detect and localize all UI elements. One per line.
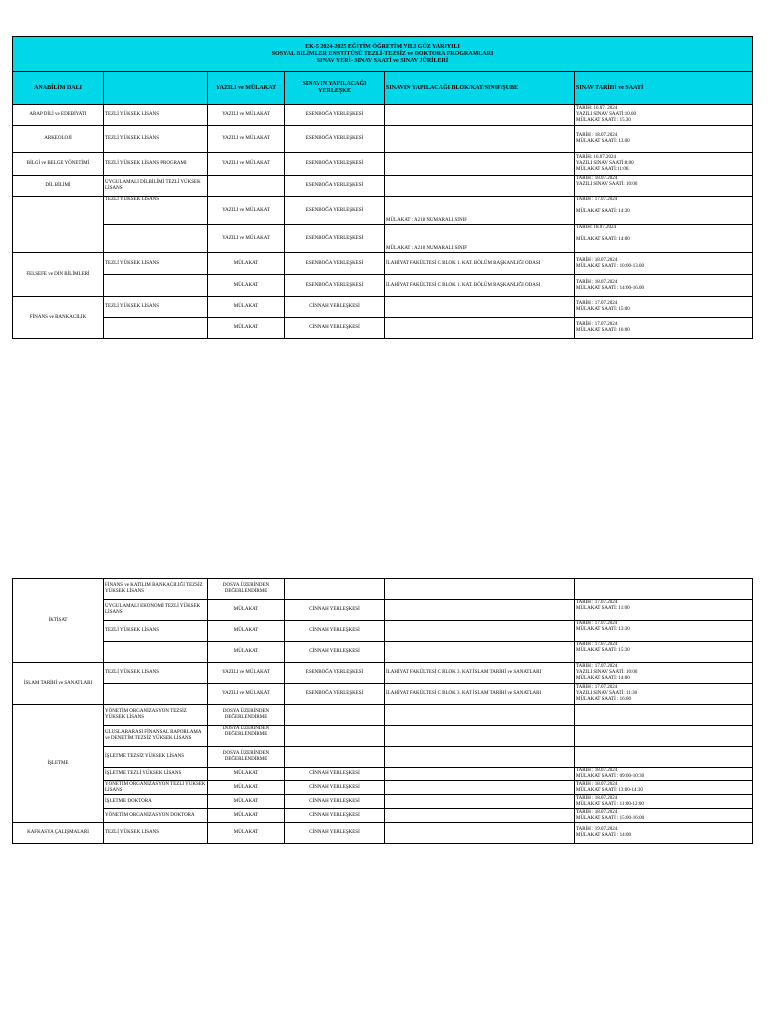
date-text: TARİH: 16.07. 2024 bbox=[576, 106, 618, 111]
table-row bbox=[13, 663, 753, 684]
date-text: TARİH : 18.07.2024 bbox=[576, 133, 618, 138]
datetime-cell bbox=[575, 197, 753, 225]
program-cell: TEZLİ YÜKSEK LİSANS PROGRAMI bbox=[104, 153, 208, 176]
time-text: YAZILI SINAV SAATİ: 11:30 bbox=[576, 691, 638, 696]
room-cell: İLAHİYAT FAKÜLTESİ C BLOK 3. KAT İSLAM TARİHİ ve SANATLARI bbox=[385, 663, 575, 684]
campus-cell: CİNNAH YERLEŞKESİ bbox=[285, 642, 385, 663]
room-cell bbox=[385, 176, 575, 197]
time-text: MÜLAKAT SAATİ:11:00. bbox=[576, 167, 630, 172]
time-text: YAZILI SINAV SAATİ:10.00 bbox=[576, 112, 636, 117]
campus-cell: ESENBOĞA YERLEŞKESİ bbox=[285, 126, 385, 153]
campus-cell bbox=[285, 705, 385, 726]
header-type: YAZILI ve MÜLAKAT bbox=[208, 72, 285, 105]
date-text: TARİH : 17.07.2024 bbox=[576, 322, 618, 327]
type-cell: MÜLAKAT bbox=[208, 297, 285, 318]
campus-cell: CİNNAH YERLEŞKESİ bbox=[285, 297, 385, 318]
program-cell: TEZLİ YÜKSEK LİSANS bbox=[104, 297, 208, 318]
dept-cell: İKTİSAT bbox=[13, 579, 104, 663]
table-row bbox=[13, 823, 753, 844]
date-text: TARİH : 19.07.2024 bbox=[576, 827, 618, 832]
type-cell: DOSYA ÜZERİNDEN DEĞERLENDİRME bbox=[208, 705, 285, 726]
dept-cell: FİNANS ve BANKACILIK bbox=[13, 297, 104, 339]
header-row bbox=[13, 72, 753, 105]
time-text: MÜLAKAT SAATİ : 14:00-16.00 bbox=[576, 285, 644, 291]
campus-cell: ESENBOĞA YERLEŞKESİ bbox=[285, 105, 385, 126]
table-row bbox=[13, 768, 753, 781]
date-text: TARİH : 17.07.2024 bbox=[576, 301, 618, 306]
program-cell: TEZLİ YÜKSEK LİSANS bbox=[104, 823, 208, 844]
datetime-cell bbox=[575, 642, 753, 663]
date-text: TARİH : 17.07.2024 bbox=[576, 621, 618, 626]
time-text: MÜLAKAT SAATİ: 14:00 bbox=[576, 237, 630, 242]
type-cell: MÜLAKAT bbox=[208, 275, 285, 297]
type-cell: MÜLAKAT bbox=[208, 318, 285, 339]
datetime-cell bbox=[575, 747, 753, 768]
header-room: SINAVIN YAPILACAĞI BLOK/KAT/SINIF/ŞUBE bbox=[385, 72, 575, 105]
type-cell: YAZILI ve MÜLAKAT bbox=[208, 105, 285, 126]
type-cell: YAZILI ve MÜLAKAT bbox=[208, 225, 285, 253]
datetime-cell bbox=[575, 663, 753, 684]
room-cell bbox=[385, 579, 575, 600]
table-row bbox=[13, 726, 753, 747]
datetime-cell bbox=[575, 726, 753, 747]
time-text: MÜLAKAT SAATİ : 10:00-13.00 bbox=[576, 263, 644, 269]
table-row bbox=[13, 705, 753, 726]
title-line-1: EK-5 2024-2025 EĞİTİM ÖĞRETİM YILI GÜZ YARIYILI bbox=[305, 43, 460, 50]
type-cell: MÜLAKAT bbox=[208, 768, 285, 781]
program-cell: TEZLİ YÜKSEK LİSANS bbox=[104, 253, 208, 275]
time-text: MÜLAKAT SAATİ: 15:30 bbox=[576, 648, 630, 653]
campus-cell: CİNNAH YERLEŞKESİ bbox=[285, 600, 385, 621]
header-datetime: SINAV TARİHİ ve SAATİ bbox=[575, 72, 753, 105]
time-text: MÜLAKAT SAATİ : 16:00 bbox=[576, 697, 632, 702]
program-cell: ULUSLARARASI FİNANSAL RAPORLAMA ve DENETİM TEZSİZ YÜKSEK LİSANS bbox=[104, 726, 208, 747]
date-text: TARİH : 17.07.2024 bbox=[576, 197, 618, 202]
dept-cell: BİLGİ ve BELGE YÖNETİMİ bbox=[13, 153, 104, 176]
datetime-cell bbox=[575, 600, 753, 621]
room-cell bbox=[385, 795, 575, 809]
header-campus: SINAVIN YAPILACAĞI YERLEŞKE bbox=[285, 72, 385, 105]
table-row bbox=[13, 105, 753, 126]
date-text: TARİH : 18.07.2024 bbox=[576, 257, 618, 263]
date-text: TARİH : 17.07.2024 bbox=[576, 685, 618, 690]
room-cell: İLAHİYAT FAKÜLTESİ C BLOK 1. KAT. BÖLÜM BAŞKANLIĞI ODASI bbox=[385, 275, 575, 297]
type-cell: MÜLAKAT bbox=[208, 823, 285, 844]
program-cell: YÖNETİM ORGANİZASYON DOKTORA bbox=[104, 809, 208, 823]
date-text: TARİH: 16.07.2024 bbox=[576, 155, 617, 160]
campus-cell: CİNNAH YERLEŞKESİ bbox=[285, 318, 385, 339]
type-cell bbox=[208, 176, 285, 197]
room-cell bbox=[385, 105, 575, 126]
campus-cell: ESENBOĞA YERLEŞKESİ bbox=[285, 684, 385, 705]
room-cell bbox=[385, 297, 575, 318]
time-text: MÜLAKAT SAATİ: 15:00 bbox=[576, 307, 630, 312]
table-row bbox=[13, 126, 753, 153]
program-cell: TEZLİ YÜKSEK LİSANS bbox=[104, 197, 208, 225]
document-title bbox=[13, 37, 753, 72]
type-cell: YAZILI ve MÜLAKAT bbox=[208, 684, 285, 705]
datetime-cell bbox=[575, 809, 753, 823]
time-text: MÜLAKAT SAATİ : 15.30 bbox=[576, 118, 631, 123]
room-cell bbox=[385, 823, 575, 844]
type-cell: MÜLAKAT bbox=[208, 642, 285, 663]
time-text: MÜLAKAT SAATİ : 14:00 bbox=[576, 833, 632, 838]
campus-cell bbox=[285, 726, 385, 747]
program-cell: YÖNETİM ORGANİZASYON TEZSİZ YÜKSEK LİSANS bbox=[104, 705, 208, 726]
campus-cell: ESENBOĞA YERLEŞKESİ bbox=[285, 225, 385, 253]
type-cell: DOSYA ÜZERİNDEN DEĞERLENDİRME bbox=[208, 579, 285, 600]
program-cell: İŞLETME TEZLİ YÜKSEK LİSANS bbox=[104, 768, 208, 781]
datetime-cell bbox=[575, 153, 753, 176]
dept-cell bbox=[13, 197, 104, 253]
time-text: YAZILI SINAV SAATİ:8:00 bbox=[576, 161, 634, 166]
room-cell bbox=[385, 318, 575, 339]
datetime-cell bbox=[575, 318, 753, 339]
type-cell: MÜLAKAT bbox=[208, 621, 285, 642]
time-text: MÜLAKAT SAATİ: 13:00-14:30 bbox=[576, 787, 643, 793]
table-row bbox=[13, 747, 753, 768]
program-cell: TEZLİ YÜKSEK LİSANS bbox=[104, 126, 208, 153]
campus-cell: ESENBOĞA YERLEŞKESİ bbox=[285, 197, 385, 225]
program-cell bbox=[104, 318, 208, 339]
program-cell: TEZLİ YÜKSEK LİSANS bbox=[104, 621, 208, 642]
campus-cell: CİNNAH YERLEŞKESİ bbox=[285, 781, 385, 795]
program-cell: UYGULAMALI EKONOMİ TEZLİ YÜKSEK LİSANS bbox=[104, 600, 208, 621]
time-text: MÜLAKAT SAATİ: 14:30 bbox=[576, 209, 630, 214]
dept-cell: FELSEFE ve DİN BİLİMLERİ bbox=[13, 253, 104, 297]
type-cell: MÜLAKAT bbox=[208, 809, 285, 823]
dept-cell: KAFKASYA ÇALIŞMALARI bbox=[13, 823, 104, 844]
table-row bbox=[13, 197, 753, 225]
datetime-cell bbox=[575, 297, 753, 318]
type-cell: MÜLAKAT bbox=[208, 253, 285, 275]
campus-cell: CİNNAH YERLEŞKESİ bbox=[285, 795, 385, 809]
time-text: MÜLAKAT SAATİ : 09:00-10:30 bbox=[576, 774, 645, 779]
room-cell bbox=[385, 705, 575, 726]
program-cell: TEZLİ YÜKSEK LİSANS bbox=[104, 105, 208, 126]
room-cell: MÜLAKAT : A218 NUMARALI SINIF bbox=[385, 197, 575, 225]
datetime-cell bbox=[575, 275, 753, 297]
datetime-cell bbox=[575, 579, 753, 600]
program-cell bbox=[104, 684, 208, 705]
room-cell bbox=[385, 768, 575, 781]
table-row bbox=[13, 684, 753, 705]
exam-schedule-table-top bbox=[12, 36, 753, 339]
datetime-cell bbox=[575, 781, 753, 795]
table-row bbox=[13, 781, 753, 795]
program-cell: İŞLETME TEZSİZ YÜKSEK LİSANS bbox=[104, 747, 208, 768]
dept-cell: ARKEOLOJİ bbox=[13, 126, 104, 153]
type-cell: YAZILI ve MÜLAKAT bbox=[208, 197, 285, 225]
campus-cell: CİNNAH YERLEŞKESİ bbox=[285, 823, 385, 844]
program-cell bbox=[104, 225, 208, 253]
room-cell bbox=[385, 126, 575, 153]
date-text: TARİH: 18.07.2024 bbox=[576, 225, 617, 230]
time-text: MÜLAKAT SAATİ : 11:00-12:00 bbox=[576, 801, 644, 807]
type-cell: YAZILI ve MÜLAKAT bbox=[208, 153, 285, 176]
time-text: MÜLAKAT SAATİ: 14:00 bbox=[576, 676, 630, 681]
room-cell bbox=[385, 621, 575, 642]
campus-cell: CİNNAH YERLEŞKESİ bbox=[285, 809, 385, 823]
dept-cell: DİL BİLİMİ bbox=[13, 176, 104, 197]
datetime-cell bbox=[575, 705, 753, 726]
date-text: TARİH : 18.07.2024 bbox=[576, 279, 618, 285]
date-text: TARİH : 18.07.2024 bbox=[576, 781, 618, 787]
table-row bbox=[13, 795, 753, 809]
datetime-cell bbox=[575, 795, 753, 809]
program-cell: İŞLETME DOKTORA bbox=[104, 795, 208, 809]
datetime-cell bbox=[575, 253, 753, 275]
table-row bbox=[13, 153, 753, 176]
table-row bbox=[13, 621, 753, 642]
program-cell bbox=[104, 275, 208, 297]
table-row bbox=[13, 225, 753, 253]
type-cell: MÜLAKAT bbox=[208, 781, 285, 795]
table-row bbox=[13, 579, 753, 600]
time-text: YAZILI SINAV SAATİ: 10:00 bbox=[576, 182, 638, 187]
type-cell: MÜLAKAT bbox=[208, 795, 285, 809]
datetime-cell bbox=[575, 768, 753, 781]
campus-cell: ESENBOĞA YERLEŞKESİ bbox=[285, 663, 385, 684]
time-text: YAZILI SINAV SAATİ: 10:00 bbox=[576, 670, 638, 675]
date-text: TARİH : 18.07.2024 bbox=[576, 795, 618, 801]
room-cell: İLAHİYAT FAKÜLTESİ C BLOK 3. KAT İSLAM TARİHİ ve SANATLARI bbox=[385, 684, 575, 705]
program-cell: YÖNETİM ORGANİZASYON TEZLİ YÜKSEK LİSANS bbox=[104, 781, 208, 795]
table-row bbox=[13, 253, 753, 275]
time-text: MÜLAKAT SAATİ: 16:00 bbox=[576, 328, 630, 333]
title-line-2: SOSYAL BİLİMLER ENSTİTÜSÜ TEZLİ-TEZSİZ ve DOKTORA PROGRAMLARI bbox=[271, 50, 494, 57]
datetime-cell bbox=[575, 176, 753, 197]
table-row bbox=[13, 809, 753, 823]
type-cell: DOSYA ÜZERİNDEN DEĞERLENDİRME bbox=[208, 726, 285, 747]
time-text: MÜLAKAT SAATİ : 15:00-16:00 bbox=[576, 815, 645, 821]
room-cell bbox=[385, 809, 575, 823]
program-cell: TEZLİ YÜKSEK LİSANS bbox=[104, 663, 208, 684]
exam-schedule-table-bottom bbox=[12, 578, 753, 844]
datetime-cell bbox=[575, 621, 753, 642]
datetime-cell bbox=[575, 225, 753, 253]
date-text: TARİH : 18.07.2024 bbox=[576, 809, 618, 815]
time-text: MÜLAKAT SAATİ: 13:30 bbox=[576, 627, 630, 632]
campus-cell: ESENBOĞA YERLEŞKESİ bbox=[285, 176, 385, 197]
room-cell: İLAHİYAT FAKÜLTESİ C BLOK 1. KAT. BÖLÜM BAŞKANLIĞI ODASI bbox=[385, 253, 575, 275]
dept-cell: İŞLETME bbox=[13, 705, 104, 823]
campus-cell: ESENBOĞA YERLEŞKESİ bbox=[285, 153, 385, 176]
room-cell bbox=[385, 726, 575, 747]
type-cell: DOSYA ÜZERİNDEN DEĞERLENDİRME bbox=[208, 747, 285, 768]
date-text: TARİH : 18.07.2024 bbox=[576, 768, 618, 773]
date-text: TARİH : 17.07.2024 bbox=[576, 600, 618, 605]
campus-cell: ESENBOĞA YERLEŞKESİ bbox=[285, 253, 385, 275]
program-cell bbox=[104, 642, 208, 663]
datetime-cell bbox=[575, 684, 753, 705]
table-row bbox=[13, 600, 753, 621]
datetime-cell bbox=[575, 105, 753, 126]
table-row bbox=[13, 275, 753, 297]
program-cell: FİNANS ve KATILIM BANKACILIĞI TEZSİZ YÜKSEK LİSANS bbox=[104, 579, 208, 600]
campus-cell: CİNNAH YERLEŞKESİ bbox=[285, 768, 385, 781]
table-row bbox=[13, 642, 753, 663]
table-row bbox=[13, 297, 753, 318]
campus-cell bbox=[285, 747, 385, 768]
campus-cell bbox=[285, 579, 385, 600]
room-cell bbox=[385, 747, 575, 768]
room-cell bbox=[385, 153, 575, 176]
type-cell: YAZILI ve MÜLAKAT bbox=[208, 663, 285, 684]
date-text: TARİH : 18.07.2024 bbox=[576, 176, 618, 181]
datetime-cell bbox=[575, 126, 753, 153]
program-cell: UYGULAMALI DİLBİLİMİ TEZLİ YÜKSEK LİSANS bbox=[104, 176, 208, 197]
table-row bbox=[13, 318, 753, 339]
time-text: MÜLAKAT SAATİ: 13.00 bbox=[576, 139, 630, 144]
time-text: MÜLAKAT SAATİ: 11:00 bbox=[576, 606, 630, 611]
campus-cell: CİNNAH YERLEŞKESİ bbox=[285, 621, 385, 642]
room-cell bbox=[385, 781, 575, 795]
room-cell bbox=[385, 642, 575, 663]
date-text: TARİH : 17.07.2024 bbox=[576, 664, 618, 669]
type-cell: MÜLAKAT bbox=[208, 600, 285, 621]
room-cell: MÜLAKAT : A218 NUMARALI SINIF bbox=[385, 225, 575, 253]
table-row bbox=[13, 176, 753, 197]
date-text: TARİH : 17.07.2024 bbox=[576, 642, 618, 647]
header-dept: ANABİLİM DALI bbox=[13, 72, 104, 105]
room-cell bbox=[385, 600, 575, 621]
type-cell: YAZILI ve MÜLAKAT bbox=[208, 126, 285, 153]
campus-cell: ESENBOĞA YERLEŞKESİ bbox=[285, 275, 385, 297]
dept-cell: İSLAM TARİHİ ve SANATLARI bbox=[13, 663, 104, 705]
title-line-3: SINAV YERİ- SINAV SAATİ ve SINAV JÜRİLERİ bbox=[316, 57, 449, 64]
dept-cell: ARAP DİLİ ve EDEBİYATI bbox=[13, 105, 104, 126]
header-program bbox=[104, 72, 208, 105]
datetime-cell bbox=[575, 823, 753, 844]
